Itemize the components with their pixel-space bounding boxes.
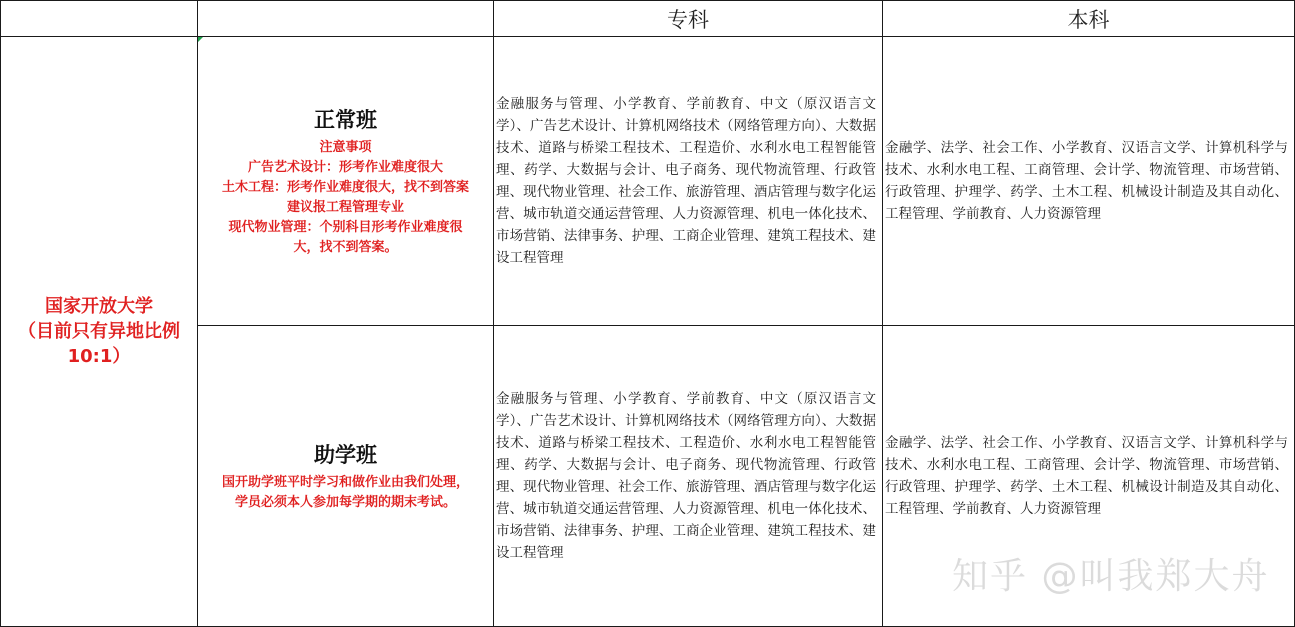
university-ratio-note: （目前只有异地比例 (18, 321, 180, 342)
class-cell-regular (197, 36, 494, 326)
class-cell-assisted (197, 325, 494, 627)
class-note: 大，找不到答案。 (293, 240, 398, 255)
majors-text: 金融服务与管理、小学教育、学前教育、中文（原汉语言文学）、广告艺术设计、计算机网络技术（网络管理方向）、大数据技术、道路与桥梁工程技术、工程造价、水利水电工程智能管理、药学、大数据与会计、电子商务、现代物流管理、行政管理、现代物业管理、社会工作、旅游管理、酒店管理与数字化运营、城市轨道交通运营管理、人力资源管理、机电一体化技术、市场营销、法律事务、护理、工商企业管理、建筑工程技术、建设工程管理 (496, 391, 876, 561)
class-note: 广告艺术设计：形考作业难度很大 (247, 160, 443, 175)
class-note: 注意事项 (319, 140, 372, 155)
class-title: 正常班 (314, 108, 377, 132)
comment-marker-icon (198, 37, 203, 42)
university-cell (0, 36, 198, 627)
majors-text: 金融学、法学、社会工作、小学教育、汉语言文学、计算机科学与技术、水利水电工程、工商管理、会计学、物流管理、市场营销、行政管理、护理学、药学、土木工程、机械设计制造及其自动化、工程管理、学前教育、人力资源管理 (885, 435, 1288, 517)
university-name: 国家开放大学 (45, 296, 153, 317)
class-note: 建议报工程管理专业 (286, 200, 404, 215)
majors-text: 金融服务与管理、小学教育、学前教育、中文（原汉语言文学）、广告艺术设计、计算机网络技术（网络管理方向）、大数据技术、道路与桥梁工程技术、工程造价、水利水电工程智能管理、药学、大数据与会计、电子商务、现代物流管理、行政管理、现代物业管理、社会工作、旅游管理、酒店管理与数字化运营、城市轨道交通运营管理、人力资源管理、机电一体化技术、市场营销、法律事务、护理、工商企业管理、建筑工程技术、建设工程管理 (496, 96, 876, 266)
zhuanke-majors-regular (493, 36, 883, 326)
majors-text: 金融学、法学、社会工作、小学教育、汉语言文学、计算机科学与技术、水利水电工程、工商管理、会计学、物流管理、市场营销、行政管理、护理学、药学、土木工程、机械设计制造及其自动化、工程管理、学前教育、人力资源管理 (885, 140, 1288, 222)
class-note: 国开助学班平时学习和做作业由我们处理， (221, 475, 469, 490)
header-cell-blank-1 (0, 0, 198, 37)
class-note: 学员必须本人参加每学期的期末考试。 (234, 495, 456, 510)
watermark: 知乎 @叫我郑大舟 (952, 556, 1270, 597)
header-zhuanke: 专科 (493, 0, 883, 37)
class-note: 现代物业管理：个别科目形考作业难度很 (228, 220, 463, 235)
zhuanke-majors-assisted (493, 325, 883, 627)
class-title: 助学班 (314, 443, 377, 467)
benke-majors-regular (882, 36, 1295, 326)
header-cell-blank-2 (197, 0, 494, 37)
class-note: 土木工程：形考作业难度很大，找不到答案 (221, 180, 469, 195)
university-ratio-value: 10:1） (67, 346, 131, 367)
header-benke: 本科 (882, 0, 1295, 37)
